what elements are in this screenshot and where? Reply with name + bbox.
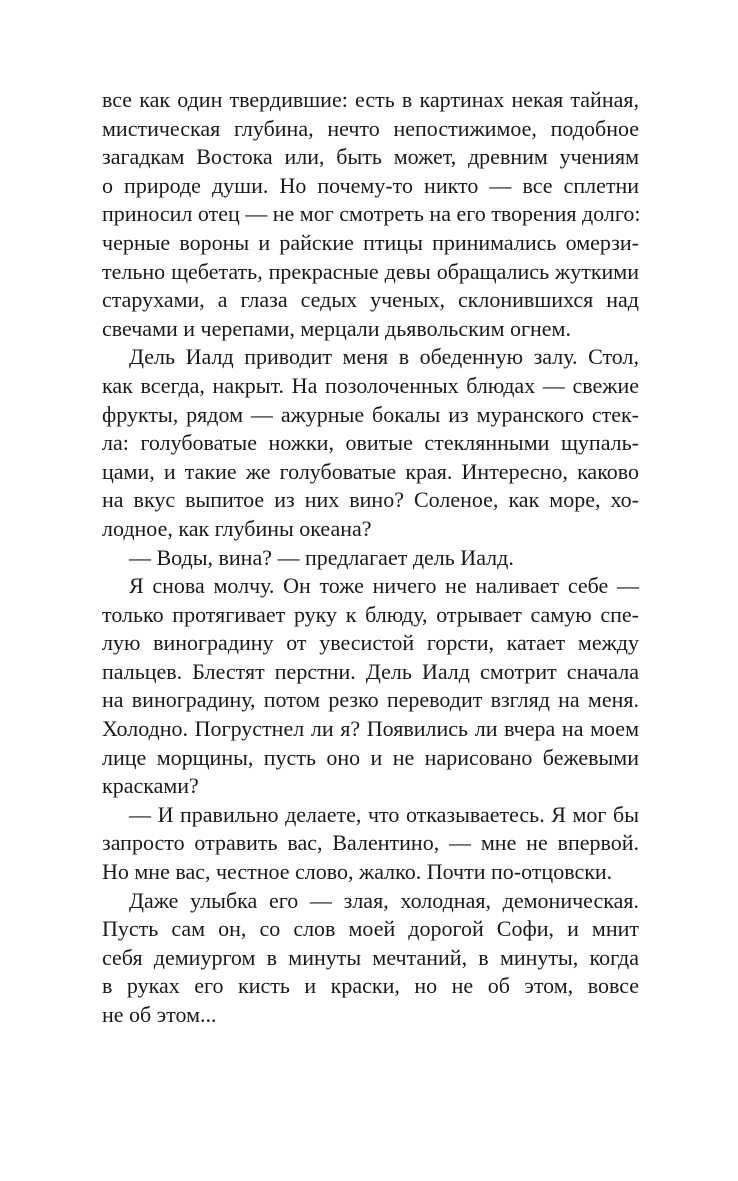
text-line: Пусть сам он, со слов моей дорогой Софи, и мнит <box>102 916 639 942</box>
paragraph <box>102 887 639 1030</box>
text-line: цами, и такие же голубоватые края. Интересно, каково <box>102 458 639 484</box>
text-line: загадкам Востока или, быть может, древним учениям <box>102 144 639 170</box>
text-line: Дель Иалд приводит меня в обеденную залу. Стол, <box>129 344 639 370</box>
dialogue-paragraph <box>102 801 639 887</box>
text-line: на вкус выпитое из них вино? Соленое, как море, хо- <box>102 487 639 513</box>
text-line: свечами и черепами, мерцали дьявольским огнем. <box>102 315 571 341</box>
text-line: тельно щебетать, прекрасные девы обращались жуткими <box>102 258 639 284</box>
text-line: запросто отравить вас, Валентино, — мне не впервой. <box>102 830 639 856</box>
paragraph <box>102 572 639 801</box>
text-line: все как один твердившие: есть в картинах некая тайная, <box>102 87 639 112</box>
dialogue-paragraph <box>102 544 639 573</box>
paragraph <box>102 343 639 543</box>
book-page <box>102 86 639 1030</box>
text-line: черные вороны и райские птицы принимались омерзи- <box>102 229 639 255</box>
text-line: старухами, а глаза седых ученых, склонившихся над <box>102 287 639 313</box>
text-line: фрукты, рядом — ажурные бокалы из муранского стек- <box>102 401 639 427</box>
paragraph <box>102 86 639 343</box>
text-line: себя демиургом в минуты мечтаний, в минуты, когда <box>102 944 639 970</box>
text-line: лодное, как глубины океана? <box>102 515 372 541</box>
text-line: Даже улыбка его — злая, холодная, демоническая. <box>129 887 639 913</box>
text-line: Я снова молчу. Он тоже ничего не наливает себе — <box>129 573 639 599</box>
text-line: как всегда, накрыт. На позолоченных блюдах — свежие <box>102 372 639 398</box>
text-line: мистическая глубина, нечто непостижимое, подобное <box>102 115 639 141</box>
text-line: на виноградину, потом резко переводит взгляд на меня. <box>102 687 639 713</box>
text-line: красками? <box>102 773 199 799</box>
text-line: только протягивает руку к блюду, отрывает самую спе- <box>102 601 639 627</box>
text-line: ла: голубоватые ножки, овитые стеклянными щупаль- <box>102 430 639 456</box>
text-line: пальцев. Блестят перстни. Дель Иалд смотрит сначала <box>102 658 639 684</box>
text-line: приносил отец — не мог смотреть на его творения долго: <box>102 201 641 227</box>
text-line: в руках его кисть и краски, но не об этом, вовсе <box>102 973 639 999</box>
text-line: лице морщины, пусть оно и не нарисовано бежевыми <box>102 744 639 770</box>
text-line: Холодно. Погрустнел ли я? Появились ли вчера на моем <box>102 716 639 742</box>
text-line: лую виноградину от увесистой горсти, катает между <box>102 630 639 656</box>
text-line: о природе души. Но почему-то никто — все сплетни <box>102 172 639 198</box>
text-line: — Воды, вина? — предлагает дель Иалд. <box>129 544 514 570</box>
text-line: Но мне вас, честное слово, жалко. Почти по-отцовски. <box>102 859 613 885</box>
text-line: не об этом... <box>102 1002 217 1027</box>
text-line: — И правильно делаете, что отказываетесь. Я мог бы <box>129 801 639 827</box>
